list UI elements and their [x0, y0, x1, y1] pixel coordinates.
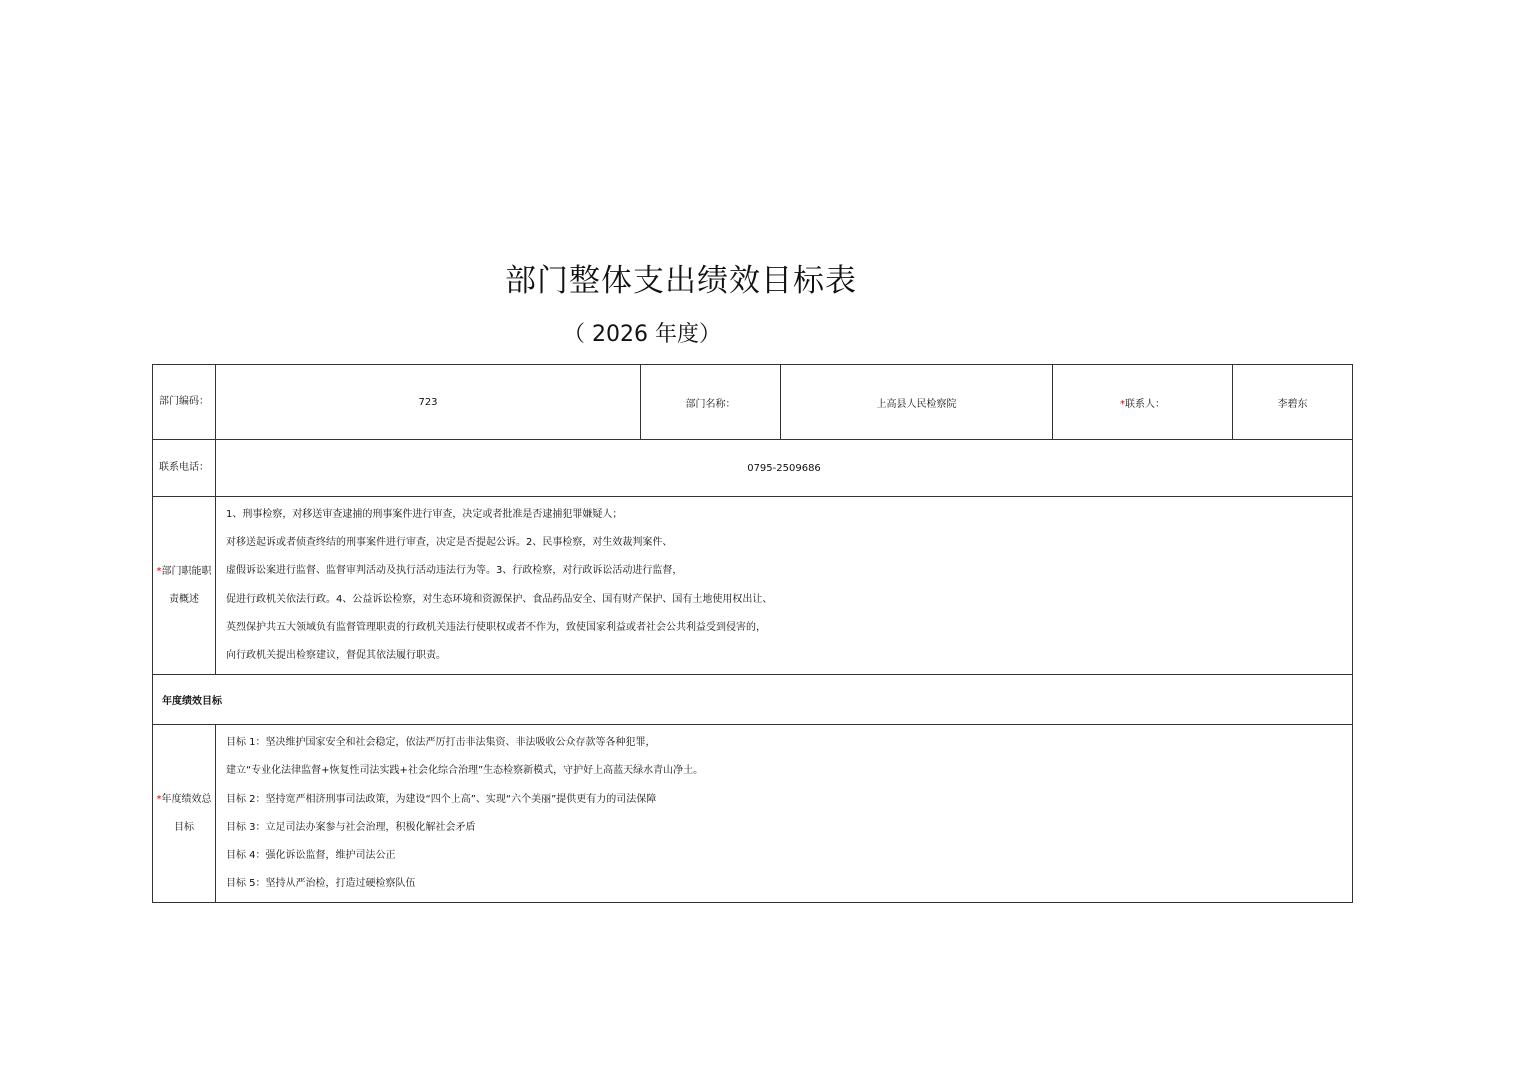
duty-line: 对移送起诉或者侦查终结的刑事案件进行审查，决定是否提起公诉。2、民事检察，对生效裁判案件、: [226, 537, 673, 549]
required-mark: *: [1120, 398, 1125, 410]
goals-label: 年度绩效总目标: [161, 793, 212, 833]
dept-code-value: 723: [216, 365, 641, 440]
duty-line: 1、刑事检察，对移送审查逮捕的刑事案件进行审查，决定或者批准是否逮捕犯罪嫌疑人；: [226, 509, 623, 520]
goal-line: 目标 4：强化诉讼监督，维护司法公正: [226, 850, 396, 862]
phone-value: 0795-2509686: [216, 440, 1353, 497]
required-mark: *: [156, 565, 162, 577]
goals-description: [216, 725, 1353, 903]
goal-line: 目标 5：坚持从严治检，打造过硬检察队伍: [226, 878, 416, 890]
performance-target-table: [152, 364, 1353, 903]
contact-label: 联系人：: [1125, 398, 1165, 410]
goal-line: 目标 3：立足司法办案参与社会治理，积极化解社会矛盾: [226, 821, 476, 833]
goals-label-cell: [153, 725, 216, 903]
duty-line: 向行政机关提出检察建议，督促其依法履行职责。: [226, 650, 446, 662]
contact-label-cell: [1053, 365, 1233, 440]
duty-line: 英烈保护共五大领域负有监督管理职责的行政机关违法行使职权或者不作为，致使国家利益或者社会公共利益受到侵害的，: [226, 621, 766, 633]
section-title: 年度绩效目标: [153, 675, 1353, 725]
page-subtitle: （ 2026 年度）: [563, 322, 721, 347]
phone-label: 联系电话：: [153, 440, 216, 497]
duty-line: 促进行政机关依法行政。4、公益诉讼检察，对生态环境和资源保护、食品药品安全、国有财产保护、国有土地使用权出让、: [226, 593, 773, 605]
dept-code-label: 部门编码：: [153, 365, 216, 440]
duty-label-cell: [153, 497, 216, 675]
goal-line: 建立“专业化法律监督+恢复性司法实践+社会化综合治理”生态检察新模式，守护好上高蓝天绿水青山净土。: [226, 765, 704, 777]
page-title: 部门整体支出绩效目标表: [505, 263, 857, 299]
duty-label: 部门职能职责概述: [161, 565, 212, 605]
goal-line: 目标 2：坚持宽严相济刑事司法政策，为建设“四个上高”、实现“六个美丽”提供更有力的司法保障: [226, 793, 657, 805]
dept-name-value: 上高县人民检察院: [781, 365, 1053, 440]
contact-value: 李碧东: [1233, 365, 1353, 440]
goal-line: 目标 1：坚决维护国家安全和社会稳定，依法严厉打击非法集资、非法吸收公众存款等各种犯罪，: [226, 737, 656, 749]
dept-name-label: 部门名称：: [641, 365, 781, 440]
duty-description: [216, 497, 1353, 675]
required-mark: *: [156, 793, 162, 805]
duty-line: 虚假诉讼案进行监督、监督审判活动及执行活动违法行为等。3、行政检察，对行政诉讼活动进行监督，: [226, 565, 683, 577]
